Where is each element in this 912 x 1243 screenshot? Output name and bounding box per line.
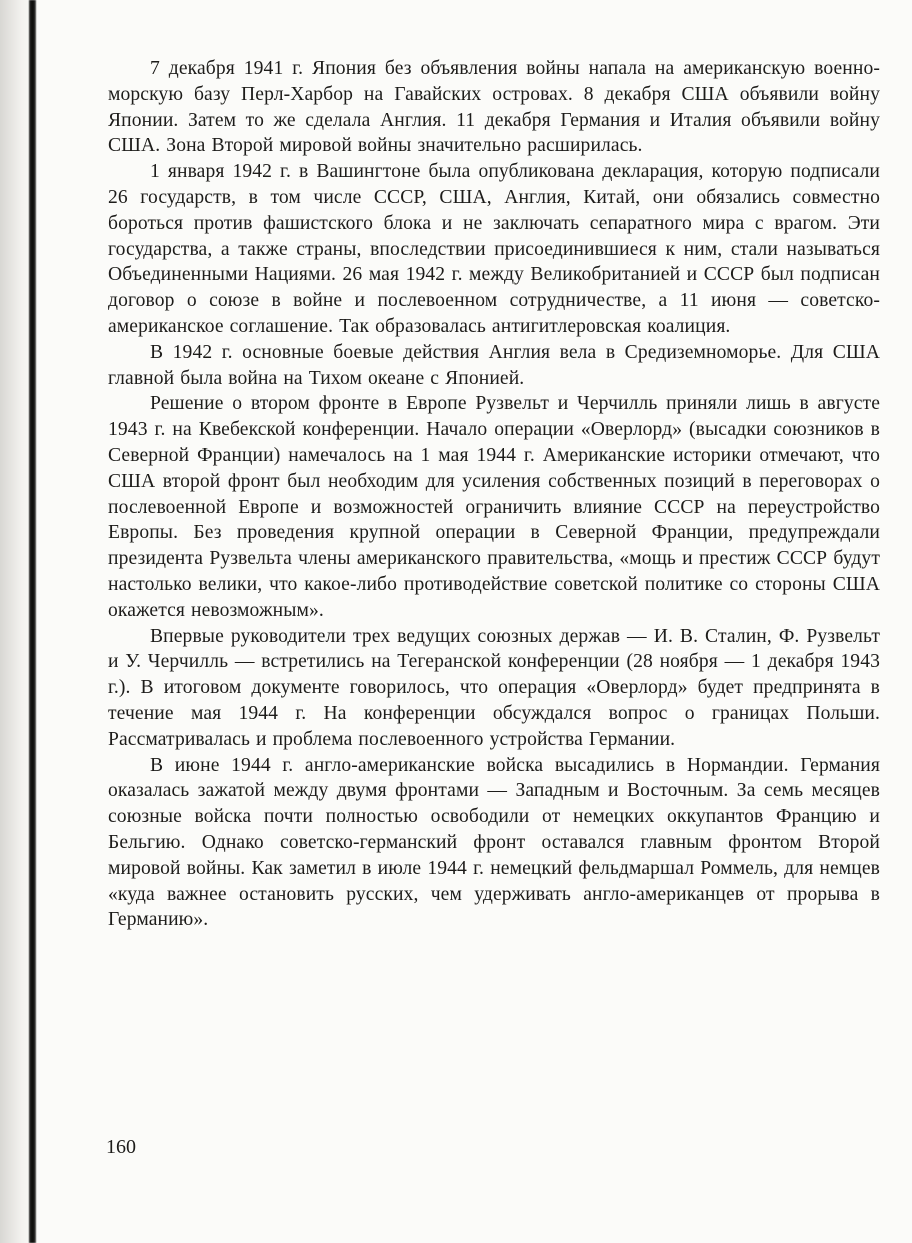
- paragraph: В июне 1944 г. англо-американские войска высадились в Нормандии. Германия оказалась зажатой между двумя фронтами — Западным и Восточным. За семь месяцев союзные войска почти полностью освободили от немецких оккупантов Францию и Бельгию. Однако советско-германский фронт оставался главным фронтом Второй мировой войны. Как заметил в июле 1944 г. немецкий фельдмаршал Роммель, для немцев «куда важнее остановить русских, чем удерживать англо-американцев от прорыва в Германию».: [108, 754, 880, 931]
- paragraph: Впервые руководители трех ведущих союзных держав — И. В. Сталин, Ф. Рузвельт и У. Черчилль — встретились на Тегеранской конференции (28 ноября — 1 декабря 1943 г.). В итоговом документе говорилось, что операция «Оверлорд» будет предпринята в течение мая 1944 г. На конференции обсуждался вопрос о границах Польши. Рассматривалась и проблема послевоенного устройства Германии.: [108, 625, 880, 750]
- paragraph: 7 декабря 1941 г. Япония без объявления войны напала на американскую военно-морскую базу Перл-Харбор на Гавайских островах. 8 декабря США объявили войну Японии. Затем то же сделала Англия. 11 декабря Германия и Италия объявили войну США. Зона Второй мировой войны значительно расширилась.: [108, 58, 880, 157]
- paragraph: Решение о втором фронте в Европе Рузвельт и Черчилль приняли лишь в августе 1943 г. на Квебекской конференции. Начало операции «Оверлорд» (высадки союзников в Северной Франции) намечалось на 1 мая 1944 г. Американские историки отмечают, что США второй фронт был необходим для усиления собственных позиций в переговорах о послевоенной Европе и возможностей ограничить влияние СССР на переустройство Европы. Без проведения крупной операции в Северной Франции, предупреждали президента Рузвельта члены американского правительства, «мощь и престиж СССР будут настолько велики, что какое-либо противодействие советской политике со стороны США окажется невозможным».: [108, 393, 880, 621]
- page-number: 160: [106, 1136, 136, 1158]
- page-text: [108, 56, 880, 933]
- paragraph: 1 января 1942 г. в Вашингтоне была опубликована декларация, которую подписали 26 государств, в том числе СССР, США, Англия, Китай, они обязались совместно бороться против фашистского блока и не заключать сепаратного мира с врагом. Эти государства, а также страны, впоследствии присоединившиеся к ним, стали называться Объединенными Нациями. 26 мая 1942 г. между Великобританией и СССР был подписан договор о союзе в войне и послевоенном сотрудничестве, а 11 июня — советско-американское соглашение. Так образовалась антигитлеровская коалиция.: [108, 161, 880, 337]
- paragraph: В 1942 г. основные боевые действия Англия вела в Средиземноморье. Для США главной была война на Тихом океане с Японией.: [108, 341, 880, 389]
- scan-gutter-shadow: [29, 0, 36, 1243]
